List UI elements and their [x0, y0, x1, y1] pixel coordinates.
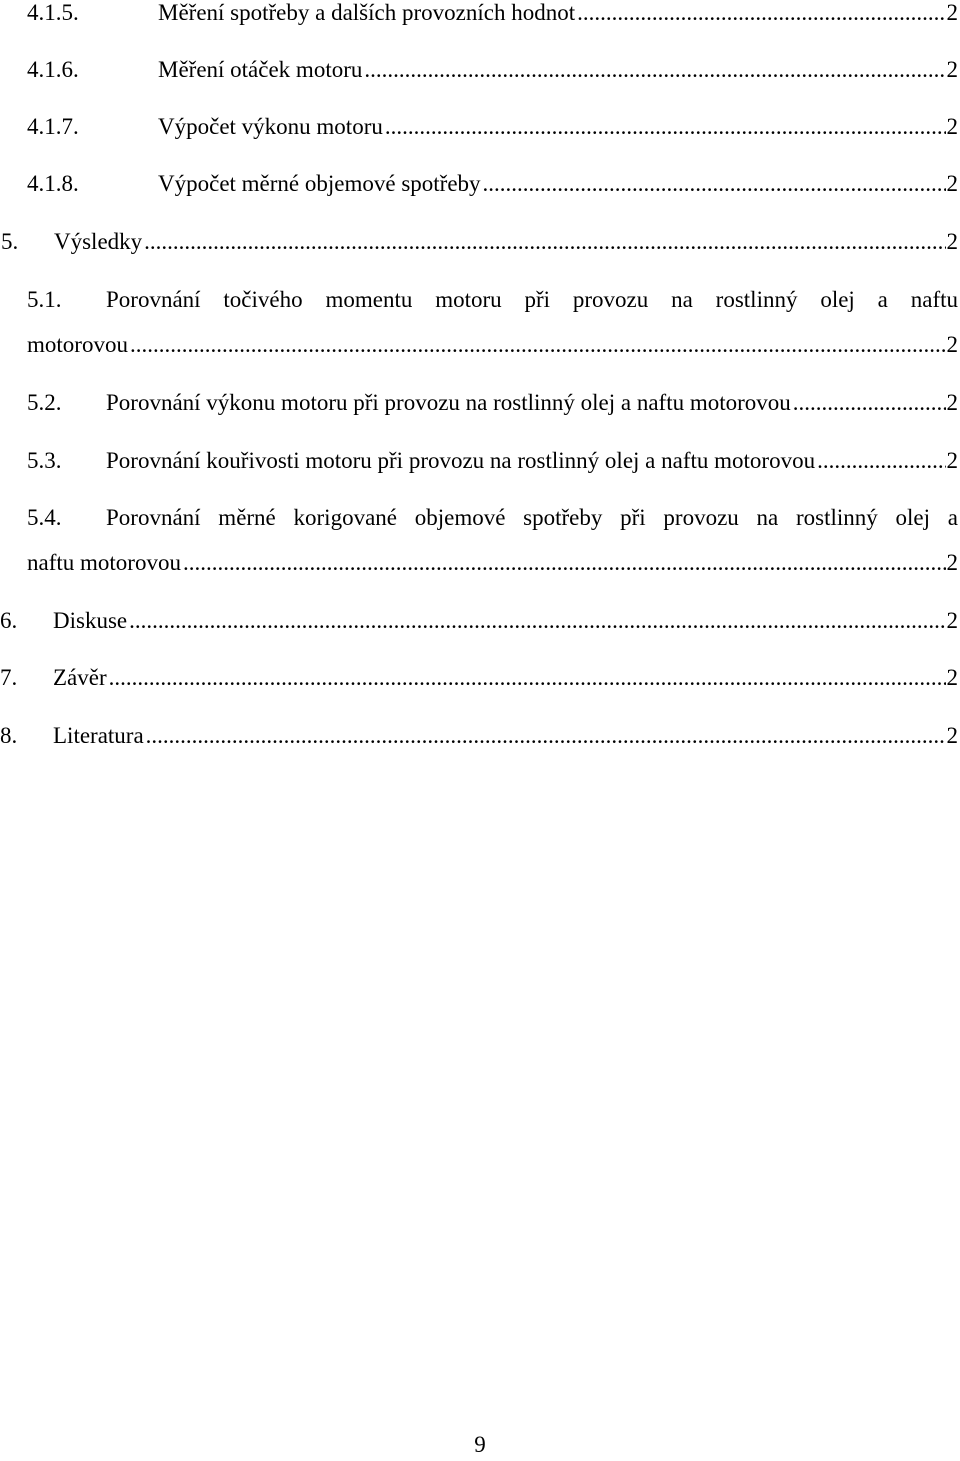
toc-entry-title: Porovnání měrné korigované objemové spotřeby při provozu na rostlinný olej a: [106, 505, 958, 530]
toc-entry-page: 2: [946, 332, 958, 357]
toc-entry[interactable]: [0, 169, 958, 199]
toc-entry-page: 2: [946, 57, 958, 82]
toc-leader-dots: [183, 548, 946, 578]
toc-leader-dots: [130, 330, 946, 360]
toc-leader-dots: [577, 0, 945, 28]
toc-entry-page: 2: [946, 390, 958, 415]
toc-entry-number: 5.: [1, 229, 19, 254]
toc-entry-title: Měření otáček motoru: [158, 57, 363, 82]
toc-entry-number: 4.1.5.: [27, 0, 79, 25]
toc-entry-title: Závěr: [53, 665, 107, 690]
toc-entry[interactable]: [0, 388, 958, 418]
toc-leader-dots: [483, 169, 946, 199]
toc-entry-title: Porovnání výkonu motoru při provozu na rostlinný olej a naftu motorovou: [106, 390, 791, 415]
toc-entry-page: 2: [946, 608, 958, 633]
toc-leader-dots: [109, 663, 946, 693]
toc-entry-number: 4.1.8.: [27, 171, 79, 196]
toc-entry[interactable]: [0, 112, 958, 142]
toc-entry-title: Porovnání kouřivosti motoru při provozu na rostlinný olej a naftu motorovou: [106, 448, 816, 473]
toc-entry[interactable]: [0, 606, 958, 636]
toc-entry-title-continued: motorovou: [27, 332, 128, 357]
toc-entry-title: Měření spotřeby a dalších provozních hodnot: [158, 0, 576, 25]
toc-entry-number: 4.1.7.: [27, 114, 79, 139]
toc-entry-title-continued: naftu motorovou: [27, 550, 181, 575]
toc-entry-number: 5.4.: [27, 505, 62, 530]
toc-entry-continuation[interactable]: [0, 548, 958, 578]
toc-entry-page: 2: [946, 229, 958, 254]
toc-entry-title: Diskuse: [53, 608, 128, 633]
toc-entry[interactable]: [0, 227, 958, 257]
toc-entry-title: Literatura: [53, 723, 144, 748]
toc-entry-number: 5.3.: [27, 448, 62, 473]
toc-entry-page: 2: [946, 171, 958, 196]
toc-entry-page: 2: [946, 448, 958, 473]
toc-entry[interactable]: [0, 721, 958, 751]
toc-leader-dots: [793, 388, 946, 418]
toc-entry-page: 2: [946, 114, 958, 139]
toc-entry[interactable]: [0, 0, 958, 28]
toc-entry-page: 2: [946, 723, 958, 748]
toc-entry[interactable]: [0, 663, 958, 693]
toc-entry-page: 2: [946, 0, 958, 25]
toc-leader-dots: [129, 606, 945, 636]
toc-entry-number: 5.1.: [27, 287, 62, 312]
toc-leader-dots: [364, 55, 945, 85]
toc-entry-number: 7.: [0, 665, 18, 690]
page-number: 9: [474, 1432, 486, 1457]
toc-entry-number: 5.2.: [27, 390, 62, 415]
toc-entry[interactable]: [0, 503, 958, 533]
toc-leader-dots: [144, 227, 945, 257]
toc-leader-dots: [817, 446, 945, 476]
toc-entry-number: 8.: [0, 723, 18, 748]
toc-entry-title: Výsledky: [54, 229, 143, 254]
toc-entry[interactable]: [0, 446, 958, 476]
toc-entry-page: 2: [946, 550, 958, 575]
toc-entry-title: Porovnání točivého momentu motoru při provozu na rostlinný olej a naftu: [106, 287, 958, 312]
toc-entry-page: 2: [946, 665, 958, 690]
toc-entry-continuation[interactable]: [0, 330, 958, 360]
toc-leader-dots: [385, 112, 946, 142]
toc-leader-dots: [146, 721, 946, 751]
toc-entry-title: Výpočet měrné objemové spotřeby: [158, 171, 481, 196]
toc-entry-number: 4.1.6.: [27, 57, 79, 82]
toc-entry-number: 6.: [0, 608, 18, 633]
toc-entry-title: Výpočet výkonu motoru: [158, 114, 383, 139]
toc-entry[interactable]: [0, 55, 958, 85]
toc-entry[interactable]: [0, 285, 958, 315]
